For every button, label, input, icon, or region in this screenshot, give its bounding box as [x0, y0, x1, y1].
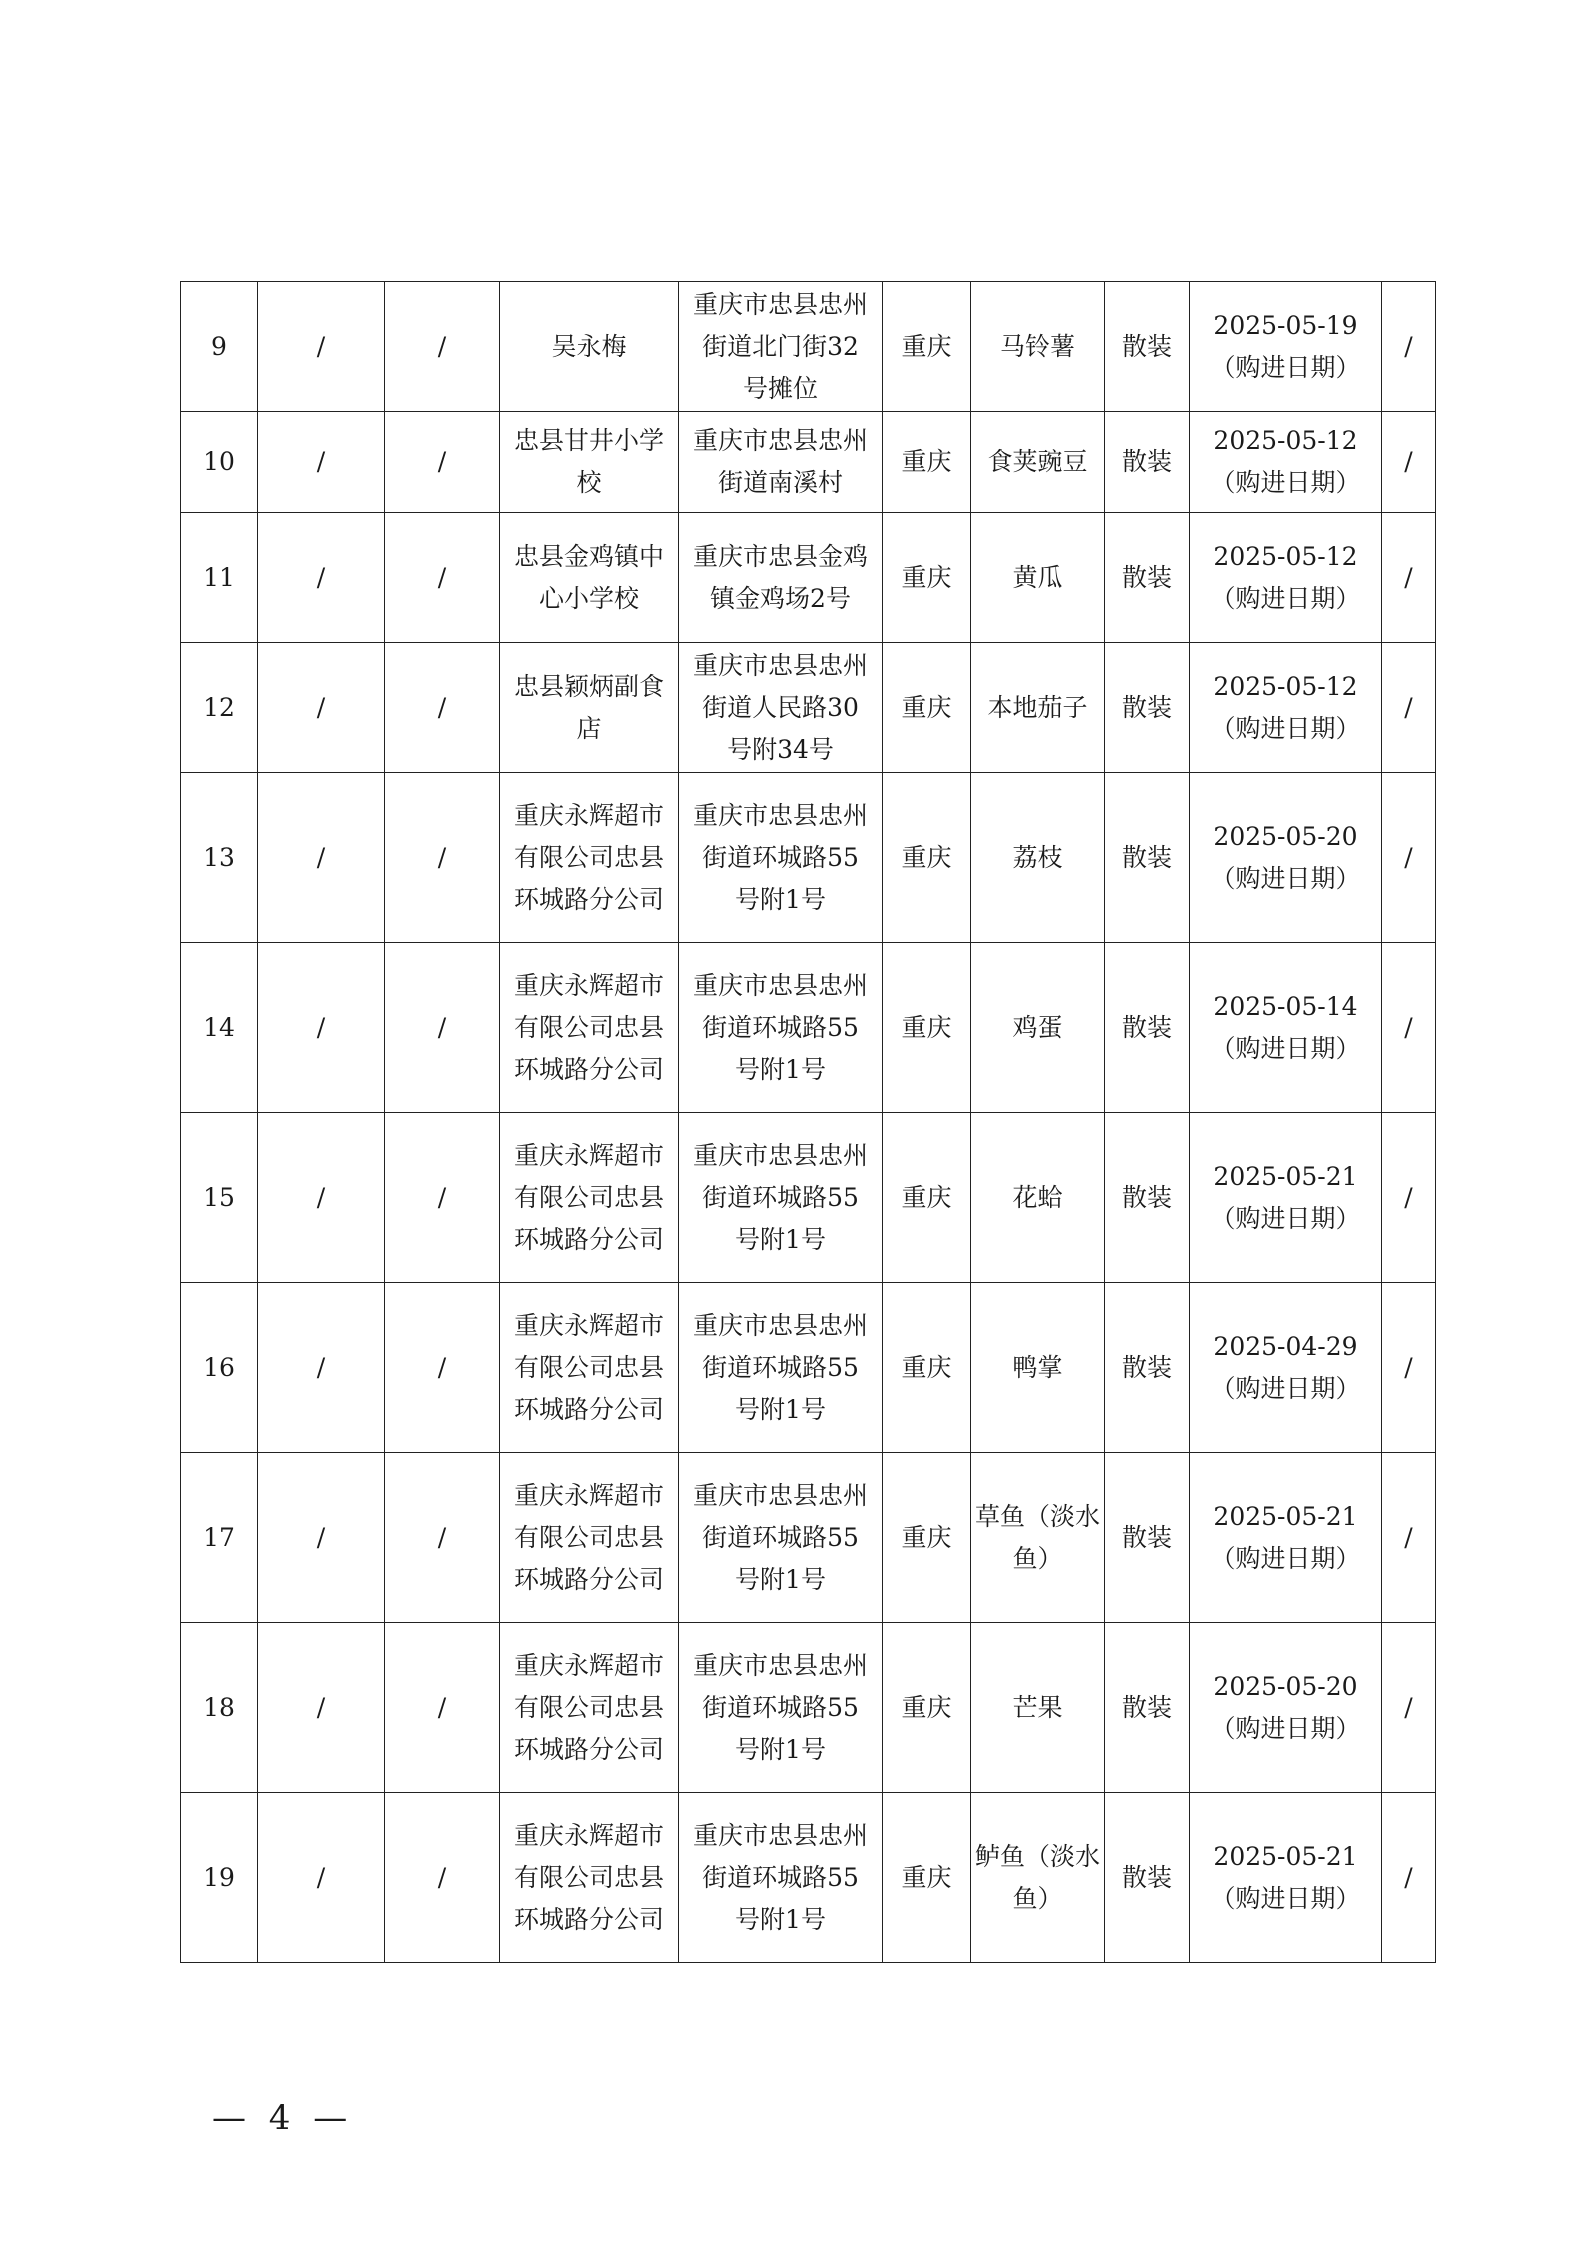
cell-address: 重庆市忠县忠州街道环城路55号附1号	[679, 773, 883, 943]
table-body	[181, 282, 1436, 1963]
cell-unit-name: 重庆永辉超市有限公司忠县环城路分公司	[500, 1113, 679, 1283]
row-number: 18	[181, 1623, 258, 1793]
table-row	[181, 943, 1436, 1113]
table-row	[181, 1623, 1436, 1793]
sampling-table	[180, 281, 1436, 1963]
cell-col2: /	[258, 1283, 385, 1453]
date-note: （购进日期）	[1210, 713, 1361, 743]
cell-date	[1190, 773, 1382, 943]
cell-address: 重庆市忠县忠州街道环城路55号附1号	[679, 1453, 883, 1623]
cell-address: 重庆市忠县忠州街道环城路55号附1号	[679, 1113, 883, 1283]
row-number: 15	[181, 1113, 258, 1283]
cell-last: /	[1382, 513, 1436, 643]
date-note: （购进日期）	[1210, 1883, 1361, 1913]
cell-col2: /	[258, 1793, 385, 1963]
cell-package: 散装	[1105, 412, 1190, 513]
cell-package: 散装	[1105, 773, 1190, 943]
cell-unit-name: 忠县金鸡镇中心小学校	[500, 513, 679, 643]
cell-package: 散装	[1105, 1113, 1190, 1283]
table-row	[181, 282, 1436, 412]
cell-col2: /	[258, 943, 385, 1113]
date-value: 2025-05-12	[1213, 671, 1358, 701]
cell-food-name: 芒果	[971, 1623, 1105, 1793]
cell-col2: /	[258, 1113, 385, 1283]
cell-col3: /	[385, 943, 500, 1113]
cell-package: 散装	[1105, 943, 1190, 1113]
table-row	[181, 773, 1436, 943]
cell-date	[1190, 412, 1382, 513]
cell-last: /	[1382, 773, 1436, 943]
cell-package: 散装	[1105, 1623, 1190, 1793]
cell-col3: /	[385, 1283, 500, 1453]
cell-food-name: 鲈鱼（淡水鱼）	[971, 1793, 1105, 1963]
cell-origin: 重庆	[883, 412, 971, 513]
table-row	[181, 1453, 1436, 1623]
date-value: 2025-05-12	[1213, 541, 1358, 571]
cell-address: 重庆市忠县忠州街道环城路55号附1号	[679, 1623, 883, 1793]
cell-origin: 重庆	[883, 1793, 971, 1963]
date-value: 2025-05-21	[1213, 1841, 1358, 1871]
date-value: 2025-05-19	[1213, 310, 1358, 340]
cell-last: /	[1382, 1793, 1436, 1963]
cell-col2: /	[258, 1623, 385, 1793]
date-note: （购进日期）	[1210, 352, 1361, 382]
cell-origin: 重庆	[883, 1113, 971, 1283]
date-value: 2025-05-12	[1213, 426, 1358, 455]
cell-address: 重庆市忠县忠州街道南溪村	[679, 412, 883, 513]
cell-date	[1190, 1793, 1382, 1963]
cell-food-name: 食荚豌豆	[971, 412, 1105, 513]
cell-unit-name: 重庆永辉超市有限公司忠县环城路分公司	[500, 1623, 679, 1793]
cell-origin: 重庆	[883, 1283, 971, 1453]
table-row	[181, 513, 1436, 643]
cell-col2: /	[258, 282, 385, 412]
cell-last: /	[1382, 1113, 1436, 1283]
cell-food-name: 黄瓜	[971, 513, 1105, 643]
cell-origin: 重庆	[883, 282, 971, 412]
cell-food-name: 本地茄子	[971, 643, 1105, 773]
cell-date	[1190, 1623, 1382, 1793]
row-number: 16	[181, 1283, 258, 1453]
cell-origin: 重庆	[883, 513, 971, 643]
table-row	[181, 643, 1436, 773]
cell-unit-name: 重庆永辉超市有限公司忠县环城路分公司	[500, 773, 679, 943]
cell-unit-name: 重庆永辉超市有限公司忠县环城路分公司	[500, 943, 679, 1113]
date-note: （购进日期）	[1210, 583, 1361, 613]
date-note: （购进日期）	[1210, 1543, 1361, 1573]
date-value: 2025-05-21	[1213, 1501, 1358, 1531]
cell-col3: /	[385, 773, 500, 943]
row-number: 10	[181, 412, 258, 513]
cell-col2: /	[258, 513, 385, 643]
cell-unit-name: 吴永梅	[500, 282, 679, 412]
cell-package: 散装	[1105, 1793, 1190, 1963]
row-number: 14	[181, 943, 258, 1113]
cell-origin: 重庆	[883, 1623, 971, 1793]
row-number: 11	[181, 513, 258, 643]
cell-unit-name: 重庆永辉超市有限公司忠县环城路分公司	[500, 1283, 679, 1453]
date-value: 2025-05-21	[1213, 1161, 1358, 1191]
cell-unit-name: 忠县甘井小学校	[500, 412, 679, 513]
cell-date	[1190, 643, 1382, 773]
cell-col3: /	[385, 1623, 500, 1793]
cell-date	[1190, 282, 1382, 412]
cell-col2: /	[258, 773, 385, 943]
cell-last: /	[1382, 282, 1436, 412]
cell-address: 重庆市忠县忠州街道环城路55号附1号	[679, 1283, 883, 1453]
cell-address: 重庆市忠县忠州街道人民路30号附34号	[679, 643, 883, 773]
cell-last: /	[1382, 1623, 1436, 1793]
cell-col3: /	[385, 1113, 500, 1283]
cell-date	[1190, 943, 1382, 1113]
cell-package: 散装	[1105, 643, 1190, 773]
table-row	[181, 1113, 1436, 1283]
date-note: （购进日期）	[1210, 1033, 1361, 1063]
table-row	[181, 1283, 1436, 1453]
date-note: （购进日期）	[1210, 1713, 1361, 1743]
cell-origin: 重庆	[883, 773, 971, 943]
date-note: （购进日期）	[1210, 1373, 1361, 1403]
cell-col3: /	[385, 412, 500, 513]
row-number: 19	[181, 1793, 258, 1963]
cell-date	[1190, 513, 1382, 643]
cell-origin: 重庆	[883, 1453, 971, 1623]
cell-package: 散装	[1105, 282, 1190, 412]
row-number: 12	[181, 643, 258, 773]
cell-food-name: 鸭掌	[971, 1283, 1105, 1453]
date-value: 2025-05-20	[1213, 1671, 1358, 1701]
date-value: 2025-05-20	[1213, 821, 1358, 851]
cell-date	[1190, 1453, 1382, 1623]
cell-col3: /	[385, 513, 500, 643]
cell-address: 重庆市忠县忠州街道北门街32号摊位	[679, 282, 883, 412]
cell-col3: /	[385, 643, 500, 773]
cell-date	[1190, 1113, 1382, 1283]
cell-col2: /	[258, 643, 385, 773]
cell-food-name: 鸡蛋	[971, 943, 1105, 1113]
cell-last: /	[1382, 412, 1436, 513]
cell-col2: /	[258, 412, 385, 513]
cell-food-name: 花蛤	[971, 1113, 1105, 1283]
row-number: 9	[181, 282, 258, 412]
cell-date	[1190, 1283, 1382, 1453]
cell-last: /	[1382, 643, 1436, 773]
cell-col3: /	[385, 1793, 500, 1963]
date-note: （购进日期）	[1210, 1203, 1361, 1233]
cell-last: /	[1382, 1283, 1436, 1453]
row-number: 17	[181, 1453, 258, 1623]
page-number: — 4 —	[212, 2098, 354, 2138]
date-note: （购进日期）	[1210, 863, 1361, 893]
cell-unit-name: 重庆永辉超市有限公司忠县环城路分公司	[500, 1793, 679, 1963]
cell-address: 重庆市忠县金鸡镇金鸡场2号	[679, 513, 883, 643]
cell-col3: /	[385, 282, 500, 412]
cell-origin: 重庆	[883, 643, 971, 773]
cell-last: /	[1382, 943, 1436, 1113]
date-note: （购进日期）	[1210, 468, 1361, 497]
cell-package: 散装	[1105, 1283, 1190, 1453]
cell-food-name: 荔枝	[971, 773, 1105, 943]
date-value: 2025-04-29	[1213, 1331, 1358, 1361]
table-row	[181, 412, 1436, 513]
cell-last: /	[1382, 1453, 1436, 1623]
table-row	[181, 1793, 1436, 1963]
cell-food-name: 草鱼（淡水鱼）	[971, 1453, 1105, 1623]
cell-unit-name: 重庆永辉超市有限公司忠县环城路分公司	[500, 1453, 679, 1623]
cell-package: 散装	[1105, 1453, 1190, 1623]
cell-address: 重庆市忠县忠州街道环城路55号附1号	[679, 1793, 883, 1963]
date-value: 2025-05-14	[1213, 991, 1358, 1021]
cell-package: 散装	[1105, 513, 1190, 643]
cell-origin: 重庆	[883, 943, 971, 1113]
cell-address: 重庆市忠县忠州街道环城路55号附1号	[679, 943, 883, 1113]
cell-food-name: 马铃薯	[971, 282, 1105, 412]
row-number: 13	[181, 773, 258, 943]
cell-unit-name: 忠县颖炳副食店	[500, 643, 679, 773]
cell-col2: /	[258, 1453, 385, 1623]
cell-col3: /	[385, 1453, 500, 1623]
